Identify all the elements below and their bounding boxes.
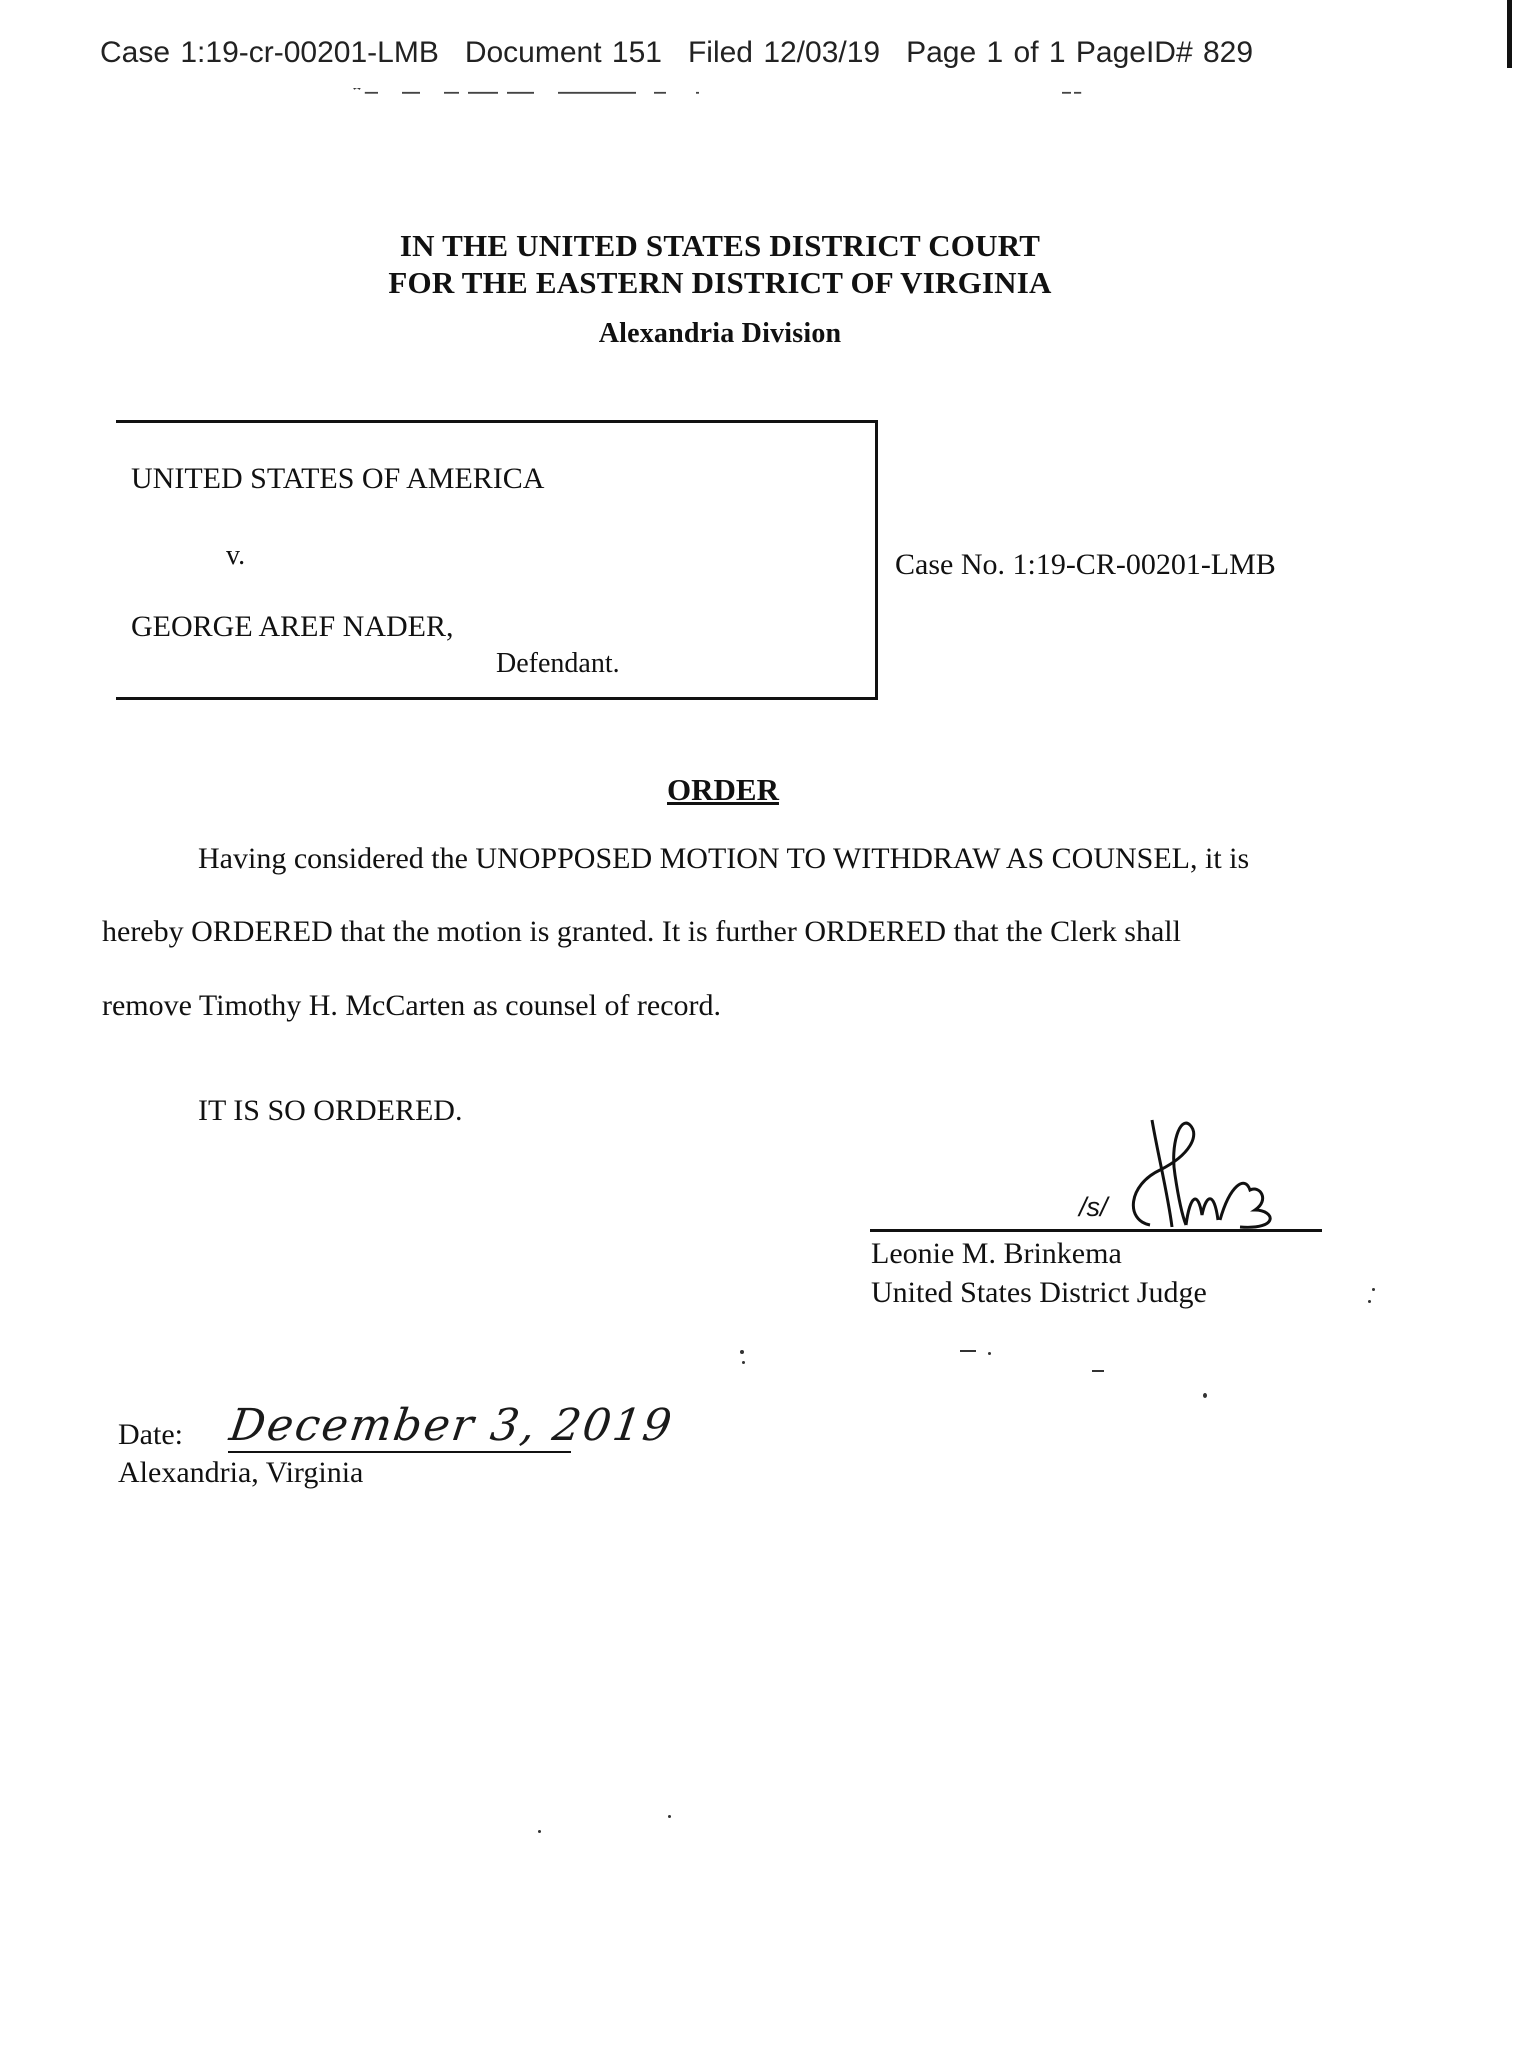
defendant-label: Defendant. [496,648,620,679]
scan-speck [1203,1393,1207,1398]
judge-name: Leonie M. Brinkema [871,1237,1122,1270]
order-text-line3: remove Timothy H. McCarten as counsel of record. [102,989,722,1022]
versus-label: v. [226,540,246,571]
scan-speck [668,1815,671,1818]
faded-scan-header-line [110,88,1330,94]
scan-speck [740,1350,744,1354]
case-number: Case No. 1:19-CR-00201-LMB [895,548,1276,581]
scan-speck [742,1361,745,1364]
signature-mark: /s/ [1079,1192,1108,1222]
signing-place: Alexandria, Virginia [118,1456,364,1489]
so-ordered: IT IS SO ORDERED. [198,1094,463,1127]
scan-speck [1368,1300,1371,1303]
judge-title: United States District Judge [871,1276,1207,1309]
order-text-line2: hereby ORDERED that the motion is granted. It is further ORDERED that the Clerk shall [102,915,1181,948]
ecf-case-number: Case 1:19-cr-00201-LMB [100,36,439,69]
ecf-filed-date: Filed 12/03/19 [687,36,881,69]
court-name-line2: FOR THE EASTERN DISTRICT OF VIRGINIA [388,265,1052,300]
ecf-header [100,36,1253,70]
scan-speck [538,1830,541,1833]
plaintiff-name: UNITED STATES OF AMERICA [131,462,545,495]
handwritten-date: December 3, 2019 [226,1400,677,1451]
court-name-line1: IN THE UNITED STATES DISTRICT COURT [399,228,1041,263]
date-label: Date: [118,1418,183,1451]
scan-speck [1372,1288,1375,1291]
scan-speck [960,1350,976,1352]
defendant-name: GEORGE AREF NADER, [131,610,454,643]
signature-line [870,1229,1322,1232]
handwritten-signature [1120,1115,1310,1230]
scan-speck [988,1352,991,1355]
scan-speck [1092,1370,1104,1372]
ecf-page-info: Page 1 of 1 PageID# 829 [906,36,1254,69]
scan-edge-bar [1507,0,1512,68]
court-division: Alexandria Division [598,318,842,349]
order-title: ORDER [667,772,779,807]
date-line [228,1451,571,1453]
ecf-document-number: Document 151 [464,36,662,69]
order-text-line1: Having considered the UNOPPOSED MOTION TO WITHDRAW AS COUNSEL, it is [198,842,1250,875]
